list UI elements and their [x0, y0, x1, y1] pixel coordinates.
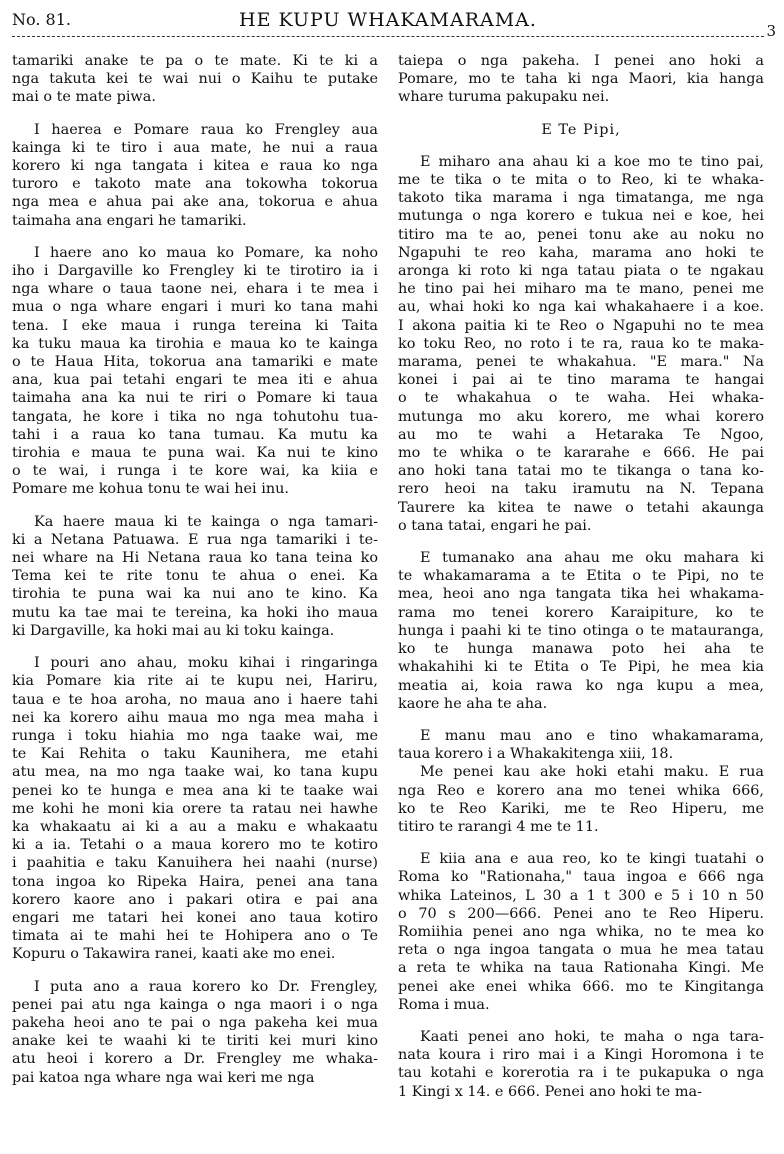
text-line: taimaha ana ka nui te riri o Pomare ki taua	[12, 390, 378, 407]
text-line: atu mea, na mo nga taake wai, ko tana kupu	[12, 764, 378, 781]
text-line: taua e te hoa aroha, no maua ano i haere tahi	[12, 691, 378, 708]
text-line: atu heoi i korero a Dr. Frengley me whaka-	[12, 1051, 378, 1068]
text-line: I haerea e Pomare raua ko Frengley aua	[34, 121, 378, 138]
text-line: i paahitia e taku Kanuihera hei naahi (nurse)	[12, 855, 378, 872]
text-line: meatia ai, koia rawa ko nga kupu a mea,	[398, 677, 764, 694]
text-line: penei ake enei whika 666. mo te Kingitanga	[398, 978, 764, 995]
text-line: tangata, he kore i tika no nga tohutohu tua-	[12, 408, 378, 425]
text-line: nga whare o taua taone nei, ehara i te mea i	[12, 281, 378, 298]
text-line: aronga ki roto ki nga tatau piata o te ngakau	[398, 263, 764, 280]
text-line: nata koura i riro mai i a Kingi Horomona i te	[398, 1047, 764, 1064]
left-column	[12, 52, 378, 1101]
text-line: ko toku Reo, no roto i te ra, raua ko te maka-	[398, 335, 764, 352]
text-line: rero heoi na taku iramutu na N. Tepana	[398, 481, 764, 498]
text-line: nga takuta kei te wai nui o Kaihu te putake	[12, 71, 378, 88]
text-line: tirohia e maua te puna wai. Ka nui te kino	[12, 445, 378, 462]
text-line: mo te whika o te kararahe e 666. He pai	[398, 445, 764, 462]
text-line: Ka haere maua ki te kainga o nga tamari-	[34, 513, 378, 530]
text-line: penei ko te hunga e mea ana ki te taake wai	[12, 782, 378, 799]
text-line: mutu ka tae mai te tereina, ka hoki iho maua	[12, 604, 378, 621]
page-number: 3	[766, 22, 776, 40]
text-line: he tino pai hei miharo ma te mano, penei me	[398, 281, 764, 298]
text-line: o tana tatai, engari he pai.	[398, 517, 592, 534]
text-line: kia Pomare kia rite ai te kupu nei, Hariru,	[12, 673, 378, 690]
text-line: o te whakahua o te waha. Hei whaka-	[398, 390, 764, 407]
text-line: tahi i a raua ko tana tumau. Ka mutu ka	[12, 426, 378, 443]
text-line: Roma ko "Rationaha," taua ingoa e 666 nga	[398, 869, 764, 886]
text-line: I puta ano a raua korero ko Dr. Frengley,	[34, 978, 378, 995]
text-line: hunga i paahi ki te tino otinga o te matauranga,	[398, 622, 764, 639]
paragraph	[12, 121, 378, 230]
text-line: ki Dargaville, ka hoki mai au ki toku kainga.	[12, 622, 335, 639]
text-line: nga Reo e korero ana mo tenei whika 666,	[398, 782, 764, 799]
text-line: tamariki anake te pa o te mate. Ki te ki a	[12, 53, 378, 69]
text-line: tau kotahi e korerotia ra i te pukapuka o nga	[398, 1065, 764, 1082]
text-line: E manu mau ano e tino whakamarama,	[420, 727, 764, 744]
paragraph	[398, 549, 764, 713]
text-line: tona ingoa ko Ripeka Haira, penei ana tana	[12, 873, 378, 890]
text-line: konei i pai ai te tino marama te hangai	[398, 372, 764, 389]
text-line: a reta te whika na taua Rationaha Kingi. Me	[398, 960, 764, 977]
text-line: me kohi he moni kia orere ta ratau nei hawhe	[12, 800, 378, 817]
text-line: turoro e takoto mate ana tokowha tokorua	[12, 176, 378, 193]
letter-salutation: E Te Pipi,	[541, 121, 621, 138]
text-line: taua korero i a Whakakitenga xiii, 18.	[398, 746, 674, 763]
text-line: ka whakaatu ai ki a au a maku e whakaatu	[12, 818, 378, 835]
issue-number: No. 81.	[12, 10, 71, 29]
page-header	[12, 6, 776, 40]
text-line: kaore he aha te aha.	[398, 695, 548, 712]
text-line: te Kai Rehita o taku Kaunihera, me etahi	[12, 746, 378, 763]
text-line: 1 Kingi x 14. e 666. Penei ano hoki te ma-	[398, 1083, 702, 1100]
text-line: o te Haua Hita, tokorua ana tamariki e mate	[12, 354, 378, 371]
text-line: Romiihia penei ano nga whika, no te mea ko	[398, 923, 764, 940]
text-line: I pouri ano ahau, moku kihai i ringaringa	[34, 655, 378, 672]
text-line: I haere ano ko maua ko Pomare, ka noho	[34, 244, 378, 261]
text-line: timata ai te mahi hei te Hohipera ano o Te	[12, 928, 378, 945]
text-line: marama, penei te whakahua. "E mara." Na	[398, 354, 764, 371]
paragraph	[398, 763, 764, 836]
text-line: takoto tika marama i nga timatanga, me nga	[398, 190, 764, 207]
text-line: mua o nga whare engari i muri ko tana mahi	[12, 299, 378, 316]
paragraph	[12, 513, 378, 640]
text-line: ko te Reo Kariki, me te Reo Hiperu, me	[398, 800, 764, 817]
text-line: au mo te wahi a Hetaraka Te Ngoo,	[398, 426, 764, 443]
text-line: Me penei kau ake hoki etahi maku. E rua	[420, 764, 764, 781]
text-line: korero ki nga tangata i kitea e raua ko nga	[12, 158, 378, 175]
text-line: reta o nga ingoa tangata o mua he mea tatau	[398, 942, 764, 959]
text-line: penei pai atu nga kainga o nga maori i o nga	[12, 996, 378, 1013]
text-line: anake kei te waahi ki te tiriti kei muri kino	[12, 1033, 378, 1050]
text-line: runga i toku hiahia mo nga taake wai, me	[12, 727, 378, 744]
text-line: E tumanako ana ahau me oku mahara ki	[420, 550, 764, 567]
paragraph	[398, 850, 764, 1014]
text-line: au, whai hoki ko nga kai whakahaere i a koe.	[398, 299, 764, 316]
paragraph	[398, 727, 764, 763]
paragraph	[398, 52, 764, 107]
text-line: taimaha ana engari he tamariki.	[12, 212, 247, 229]
text-line: Ngapuhi te reo kaha, marama ano hoki te	[398, 244, 764, 261]
text-line: ana, kua pai tetahi engari te mea iti e ahua	[12, 372, 378, 389]
paragraph	[398, 1028, 764, 1101]
text-line: o te wai, i runga i te kore wai, ka kiia e	[12, 463, 378, 480]
text-line: E miharo ana ahau ki a koe mo te tino pai,	[420, 153, 764, 170]
text-line: tirohia te puna wai ka nui ano te kino. Ka	[12, 586, 378, 603]
text-line: Tema kei te rite tonu te ahua o enei. Ka	[12, 568, 378, 585]
text-line: kainga ki te tiro i aua mate, he nui a raua	[12, 139, 378, 156]
text-line: pai katoa nga whare nga wai keri me nga	[12, 1069, 315, 1086]
text-line: titiro ma te ao, penei tonu ake au noku no	[398, 226, 764, 243]
text-line: Kopuru o Takawira ranei, kaati ake mo enei.	[12, 946, 336, 963]
text-line: mai o te mate piwa.	[12, 89, 156, 106]
text-line: iho i Dargaville ko Frengley ki te tirotiro ia i	[12, 263, 378, 280]
paragraph	[12, 978, 378, 1087]
newspaper-title: HE KUPU WHAKAMARAMA.	[239, 9, 537, 31]
paragraph	[12, 244, 378, 499]
text-line: Roma i mua.	[398, 996, 490, 1013]
text-line: korero kaore ano i pakari otira e pai ana	[12, 891, 378, 908]
text-line: nei whare na Hi Netana raua ko tana teina ko	[12, 550, 378, 567]
right-column	[398, 52, 764, 1115]
text-line: whare turuma pakupaku nei.	[398, 89, 610, 106]
text-line: ko te hunga manawa poto hei aha te	[398, 641, 764, 658]
text-line: nei ka korero aihu maua mo nga mea maha i	[12, 709, 378, 726]
text-line: mutunga mo aku korero, me whai korero	[398, 408, 764, 425]
text-line: whakahihi ki te Etita o Te Pipi, he mea kia	[398, 659, 764, 676]
text-line: o 70 s 200—666. Penei ano te Reo Hiperu.	[398, 905, 764, 922]
paragraph	[398, 153, 764, 535]
text-line: mea, heoi ano nga tangata tika hei whakama-	[398, 586, 764, 603]
text-line: me te tika o te mita o to Reo, ki te whaka-	[398, 172, 764, 189]
text-line: ka tuku maua ka tirohia e maua ko te kainga	[12, 335, 378, 352]
text-line: ki a Netana Patuawa. E rua nga tamariki i te-	[12, 531, 378, 548]
text-line: E kiia ana e aua reo, ko te kingi tuatahi o	[420, 851, 764, 868]
text-line: engari me tatari hei konei ano taua kotiro	[12, 909, 378, 926]
text-line: pakeha heoi ano te pai o nga pakeha kei mua	[12, 1014, 378, 1031]
text-line: whika Lateinos, L 30 a 1 t 300 e 5 i 10 n 50	[398, 887, 764, 904]
text-line: titiro te rarangi 4 me te 11.	[398, 818, 599, 835]
text-line: mutunga o nga korero e tukua nei e koe, hei	[398, 208, 764, 225]
text-line: Pomare me kohua tonu te wai hei inu.	[12, 481, 289, 498]
text-line: ki a ia. Tetahi o a maua korero mo te kotiro	[12, 837, 378, 854]
text-line: Pomare, mo te taha ki nga Maori, kia hanga	[398, 71, 764, 88]
text-line: I akona paitia ki te Reo o Ngapuhi no te mea	[398, 317, 764, 334]
text-line: Kaati penei ano hoki, te maha o nga tara-	[420, 1028, 764, 1045]
paragraph	[12, 654, 378, 963]
text-line: nga mea e ahua pai ake ana, tokorua e ahua	[12, 194, 378, 211]
text-line: rama mo tenei korero Karaipiture, ko te	[398, 604, 764, 621]
paragraph	[12, 52, 378, 107]
text-line: ano hoki tana tatai mo te tikanga o tana ko-	[398, 463, 764, 480]
text-line: tena. I eke maua i runga tereina ki Taita	[12, 317, 378, 334]
text-line: te whakamarama a te Etita o te Pipi, no te	[398, 568, 764, 585]
text-line: taiepa o nga pakeha. I penei ano hoki a	[398, 53, 764, 69]
text-line: Taurere ka kitea te nawe o tetahi akaunga	[398, 499, 764, 516]
